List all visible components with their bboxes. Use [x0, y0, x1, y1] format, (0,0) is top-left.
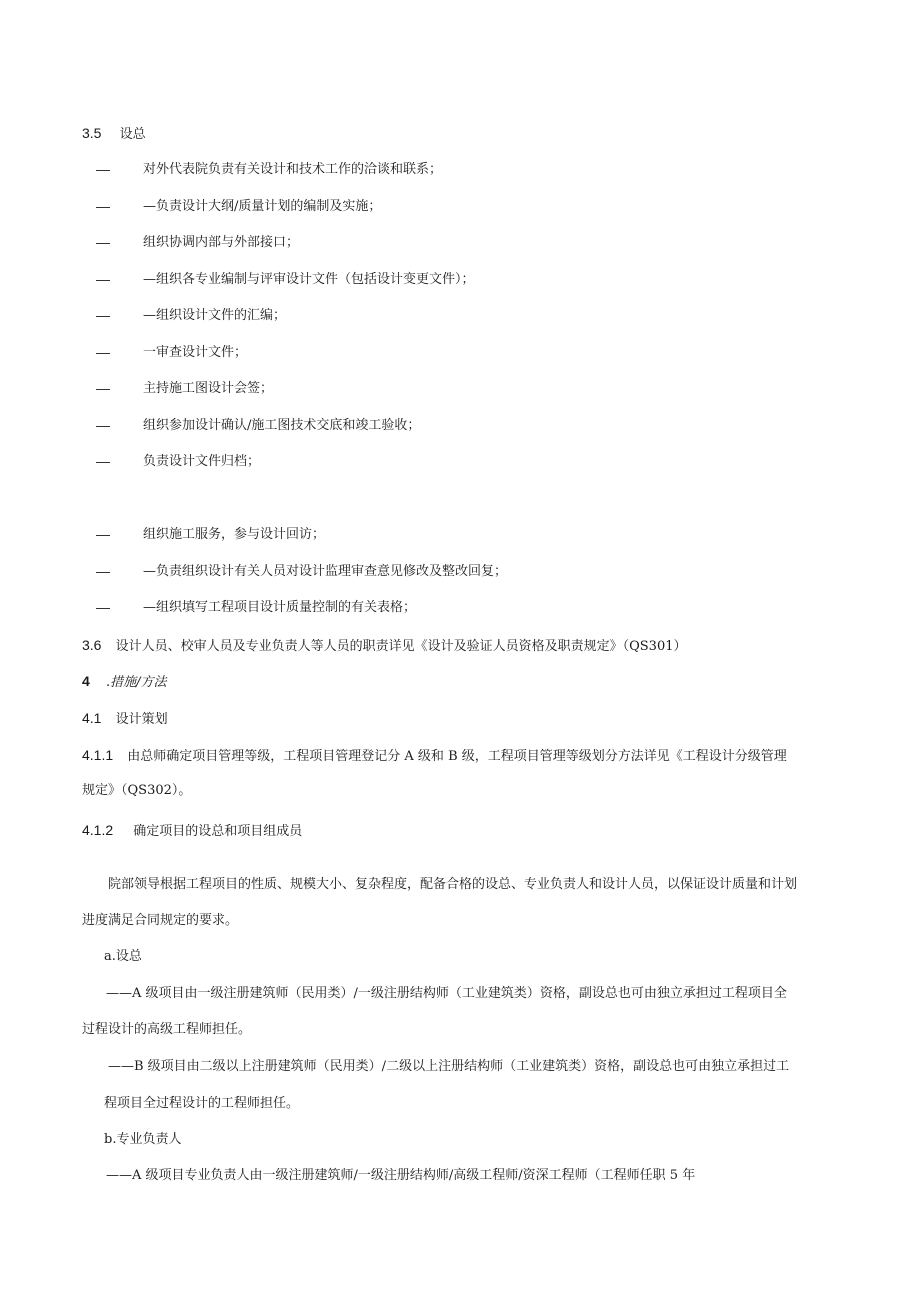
item-b-label: b.专业负责人 — [104, 1132, 182, 1147]
section-title: 设总 — [119, 127, 146, 142]
section-title: 设计策划 — [115, 712, 168, 727]
list-item: —组织填写工程项目设计质量控制的有关表格； — [143, 600, 417, 615]
list-dash — [96, 389, 110, 390]
paragraph-line2: 进度满足合同规定的要求。 — [82, 913, 239, 928]
section-4-1-1 — [82, 746, 787, 766]
list-dash — [96, 353, 110, 354]
list-item: 负责设计文件归档； — [143, 454, 261, 469]
list-item: 对外代表院负责有关设计和技术工作的洽谈和联系； — [143, 162, 443, 177]
section-3-5-heading — [82, 124, 146, 144]
list-dash — [96, 243, 110, 244]
item-a2-line2: 程项目全过程设计的工程师担任。 — [104, 1096, 300, 1111]
section-title: 确定项目的设总和项目组成员 — [133, 824, 303, 839]
list-item: 主持施工图设计会签； — [143, 381, 274, 396]
section-number: 4.1 — [82, 710, 102, 726]
list-item: 一审查设计文件； — [143, 345, 248, 360]
section-4-1-2-heading — [82, 821, 302, 841]
section-number: 4.1.1 — [82, 747, 114, 763]
section-number: 4 — [82, 673, 90, 689]
paragraph-line1: 院部领导根据工程项目的性质、规模大小、复杂程度，配备合格的设总、专业负责人和设计人员，以保证设计质量和计划 — [108, 877, 798, 892]
list-item: 组织协调内部与外部接口； — [143, 235, 300, 250]
section-number: 4.1.2 — [82, 822, 114, 838]
section-4-1-heading — [82, 709, 168, 729]
list-dash — [96, 608, 110, 609]
section-number: 3.5 — [82, 125, 102, 141]
list-dash — [96, 572, 110, 573]
section-3-6 — [82, 636, 687, 656]
list-dash — [96, 535, 110, 536]
section-text-line1: 由总师确定项目管理等级，工程项目管理登记分 A 级和 B 级，工程项目管理等级划分方法详见《工程设计分级管理 — [127, 749, 787, 764]
item-a1-line1: ——A 级项目由一级注册建筑师（民用类）/一级注册结构师（工业建筑类）资格，副设总也可由独立承担过工程项目全 — [106, 986, 787, 1001]
item-a1-line2: 过程设计的高级工程师担任。 — [82, 1022, 252, 1037]
list-dash — [96, 316, 110, 317]
item-a2-line1: ——B 级项目由二级以上注册建筑师（民用类）/二级以上注册结构师（工业建筑类）资格，副设总也可由独立承担过工 — [108, 1059, 790, 1074]
section-4-heading — [82, 672, 166, 692]
item-b1-line1: ——A 级项目专业负责人由一级注册建筑师/一级注册结构师/高级工程师/资深工程师（工程师任职 5 年 — [106, 1168, 696, 1183]
list-dash — [96, 462, 110, 463]
list-item: —负责组织设计有关人员对设计监理审查意见修改及整改回复； — [143, 564, 508, 579]
item-a-label: a.设总 — [104, 949, 142, 964]
list-item: —组织各专业编制与评审设计文件（包括设计变更文件）； — [143, 272, 475, 287]
list-dash — [96, 207, 110, 208]
list-dash — [96, 280, 110, 281]
list-item: —组织设计文件的汇编； — [143, 308, 287, 323]
section-number: 3.6 — [82, 637, 102, 653]
list-item: 组织参加设计确认/施工图技术交底和竣工验收； — [143, 418, 421, 433]
list-item: —负责设计大纲/质量计划的编制及实施； — [143, 199, 382, 214]
section-4-1-1-line2: 规定》（QS302）。 — [82, 783, 192, 798]
list-dash — [96, 426, 110, 427]
section-text: 设计人员、校审人员及专业负责人等人员的职责详见《设计及验证人员资格及职责规定》（QS301） — [115, 639, 687, 654]
section-title: .措施/方法 — [105, 675, 167, 690]
list-dash — [96, 170, 110, 171]
list-item: 组织施工服务，参与设计回访； — [143, 527, 326, 542]
